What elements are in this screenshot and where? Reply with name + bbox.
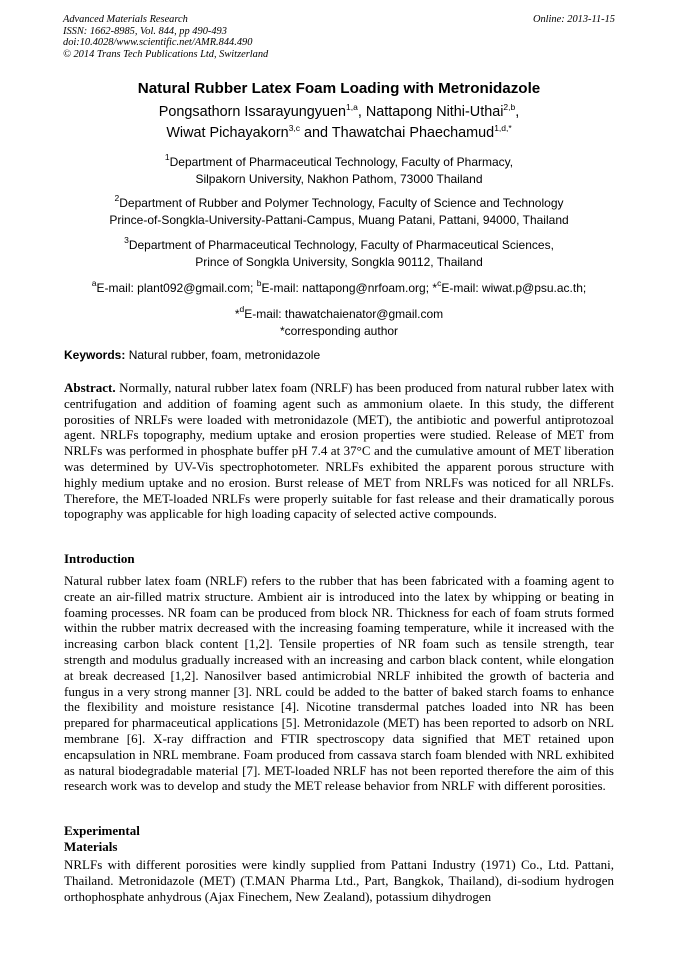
- keywords-text: Natural rubber, foam, metronidazole: [125, 348, 321, 362]
- online-date: Online: 2013-11-15: [532, 14, 615, 25]
- author-1-affil: 1,a: [345, 102, 358, 112]
- author-list: Pongsathorn Issarayungyuen$^{1,a}$, Nattapong Nithi-Uthai$^{2,b}$, Wiwat Pichayakorn$^{3,c}$ and Thawatchai Phaechamud$^{1,d,*}$: [158, 102, 520, 141]
- email-line: $^a$E-mail: plant092@gmail.com; $^b$E-mail: nattapong@nrfoam.org; *$^c$E-mail: wiwat.p@psu.ac.th;: [91, 278, 587, 295]
- affiliation-1: $^1$Department of Pharmaceutical Technology, Faculty of Pharmacy, Silpakorn University, Nakhon Pathom, 73000 Thailand: [164, 152, 514, 186]
- journal-header: [63, 14, 615, 60]
- author-3: Wiwat Pichayakorn: [166, 125, 289, 141]
- email-c: E-mail: wiwat.p@psu.ac.th;: [441, 281, 587, 295]
- author-1: Pongsathorn Issarayungyuen: [158, 104, 346, 120]
- author-2: Nattapong Nithi-Uthai: [365, 104, 504, 120]
- email-a: E-mail: plant092@gmail.com;: [96, 281, 257, 295]
- keywords: [64, 348, 616, 362]
- abstract: [64, 380, 614, 522]
- introduction-heading: Introduction: [64, 551, 135, 566]
- paper-title: Natural Rubber Latex Foam Loading with Metronidazole: [137, 80, 541, 97]
- author-2-affil: 2,b: [503, 102, 516, 112]
- doi: doi:10.4028/www.scientific.net/AMR.844.490: [63, 37, 253, 49]
- issn: ISSN: 1662-8985, Vol. 844, pp 490-493: [63, 25, 227, 37]
- abstract-label: Abstract.: [64, 380, 116, 395]
- abstract-text: Normally, natural rubber latex foam (NRLF) has been produced from natural rubber latex with centrifugation and addition of foaming agent such as ammonium olaete. In this study, the different porosities of NRLFs were loaded with metronidazole (MET), the antibiotic and powerful antiprotozoal agent. NRLFs topography, medium uptake and erosion properties were studied. Release of MET from NRLFs was performed in phosphate buffer pH 7.4 at 37°C and the cumulative amount of MET liberation was determined by UV-Vis spectrophotometer. NRLFs exhibited the apparent porous structure with highly medium uptake and no erosion. Burst release of MET from NRLFs was noticed for all NRLFs. Therefore, the MET-loaded NRLFs were properly suitable for fast release and their dramatically porous topography was applicable for high loading capacity of selected active compounds.: [64, 380, 614, 522]
- materials-text: NRLFs with different porosities were kindly supplied from Pattani Industry (1971) Co., Ltd. Pattani, Thailand. Metronidazole (MET) (T.MAN Pharma Ltd., Part, Bangkok, Thailand), di-sodium hydrogen orthophosphate anhydrous (Ajax Finechem, New Zealand), potassium dihydrogen: [64, 857, 614, 904]
- affiliation-3: $^3$Department of Pharmaceutical Technology, Faculty of Pharmaceutical Sciences, Prince of Songkla University, Songkla 90112, Thailand: [124, 235, 554, 269]
- author-4-affil: 1,d,*: [494, 123, 512, 133]
- introduction-text: Natural rubber latex foam (NRLF) refers to the rubber that has been fabricated with a foaming agent to create an air-filled matrix structure. Ambient air is introduced into the latex by whipping or beating in foaming processes. NR foam can be produced from block NR. Thickness for each of foam struts formed within the rubber matrix decreased with the increasing foaming temperature, while it increased with the increasing carbon black content [1,2]. Tensile properties of NR foam such as tensile strength, tear strength and modulus gradually increased with an increasing and carbon black content, while elongation at break decreased [1,2]. Nanosilver based antimicrobial NRLF inhibited the growth of bacteria and fungus in a very strong manner [3]. NRL could be added to the batter of baked starch foams to enhance the flexibility and moisture resistance [4]. Nicotine transdermal patches loaded into NR has been prepared for pharmaceutical applications [5]. Metronidazole (MET) has been reported to adsorb on NRL membrane [6]. X-ray diffraction and FTIR spectroscopy data signified that MET retained upon encapsulation in NRL membrane. Foam produced from cassava starch foam blended with NRL exhibited as natural biodegradable material [7]. MET-loaded NRLF has not been reported therefore the aim of this research work was to develop and study the MET release behavior from NRLF with different porosities.: [64, 573, 614, 794]
- author-3-affil: 3,c: [288, 123, 301, 133]
- email-b: E-mail: nattapong@nrfoam.org; *: [261, 281, 438, 295]
- materials-heading: Materials: [64, 839, 118, 854]
- experimental-heading: Experimental: [64, 823, 140, 838]
- journal-name: Advanced Materials Research: [63, 14, 188, 25]
- affiliation-2: $^2$Department of Rubber and Polymer Technology, Faculty of Science and Technology Prince-of-Songkla-University-Pattani-Campus, Muang Patani, Pattani, 94000, Thailand: [109, 193, 569, 227]
- copyright: © 2014 Trans Tech Publications Ltd, Switzerland: [63, 48, 269, 60]
- keywords-label: Keywords:: [64, 348, 126, 362]
- email-d: E-mail: thawatchaienator@gmail.com: [244, 307, 444, 321]
- author-4: Thawatchai Phaechamud: [331, 125, 495, 141]
- corresponding-note: *corresponding author: [279, 323, 399, 338]
- corresponding-email: *$^d$E-mail: thawatchaienator@gmail.com *corresponding author: [0, 306, 678, 339]
